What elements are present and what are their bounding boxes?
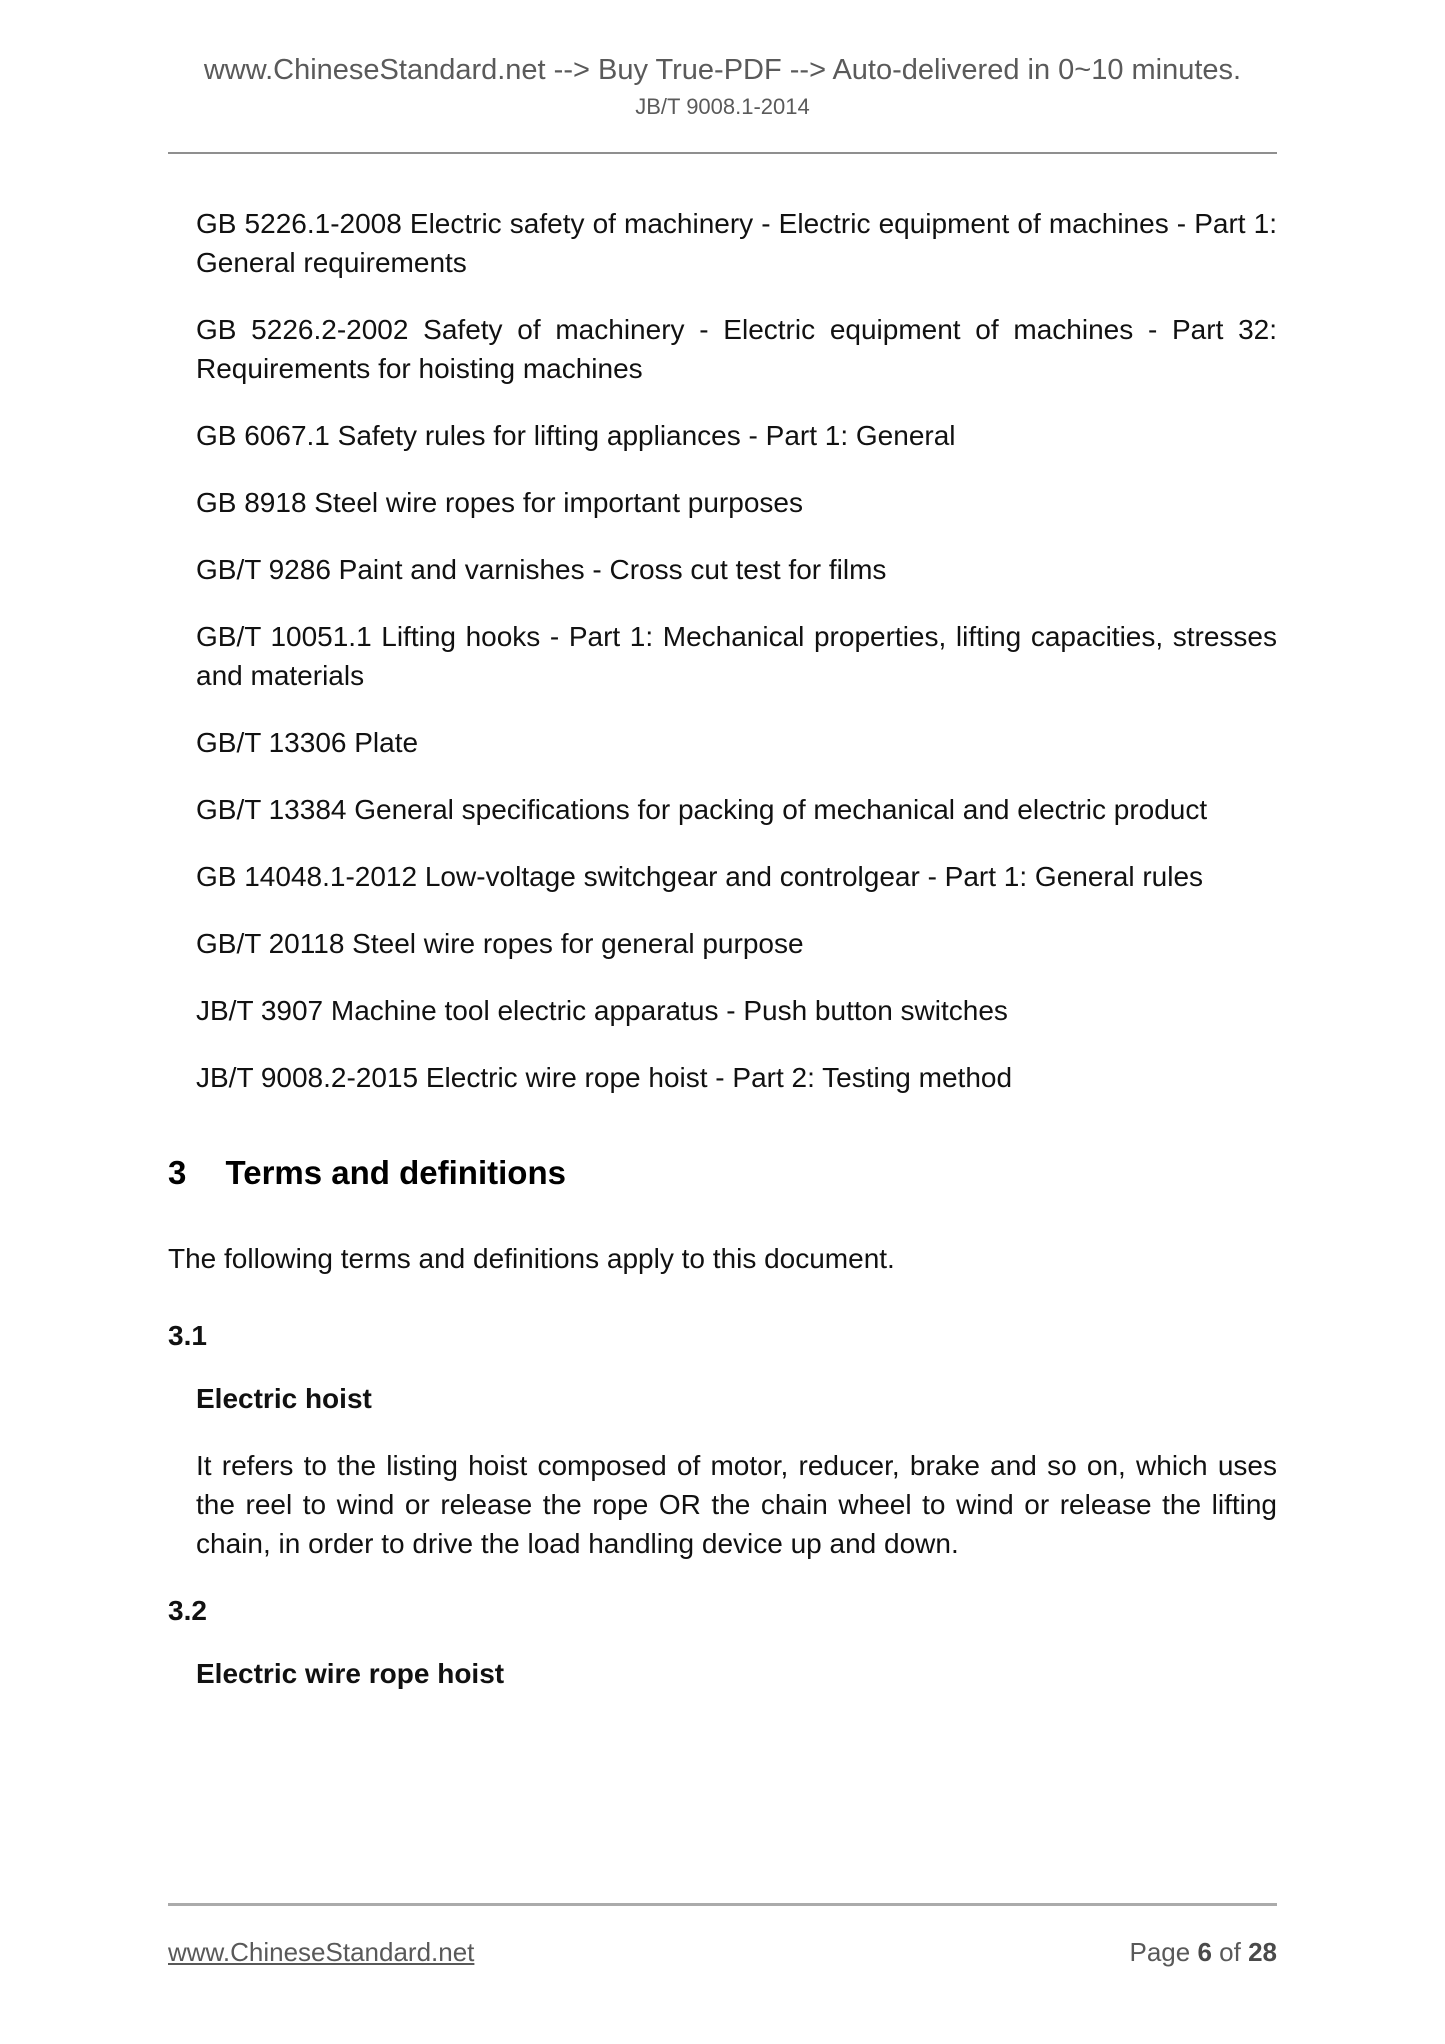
reference-item: GB/T 10051.1 Lifting hooks - Part 1: Mechanical properties, lifting capacities, stresses and materials [196,621,1277,691]
section-heading [168,1151,1277,1195]
reference-item: GB 14048.1-2012 Low-voltage switchgear and controlgear - Part 1: General rules [196,861,1204,892]
page-footer [168,1903,1277,1968]
reference-item: GB/T 13384 General specifications for packing of mechanical and electric product [196,794,1208,825]
page-indicator [1129,1936,1277,1968]
term-name: Electric wire rope hoist [196,1658,505,1689]
reference-item: GB 8918 Steel wire ropes for important purposes [196,487,803,518]
page-label: Page [1129,1937,1191,1967]
section-number: 3 [168,1154,187,1191]
term-number: 3.2 [168,1595,207,1626]
page-body [168,204,1277,1693]
reference-item: GB/T 13306 Plate [196,727,419,758]
reference-item: GB 5226.1-2008 Electric safety of machinery - Electric equipment of machines - Part 1: General requirements [196,208,1277,278]
page-number: 6 [1197,1937,1212,1967]
reference-item: GB/T 9286 Paint and varnishes - Cross cut test for films [196,554,887,585]
header-divider [168,152,1277,154]
reference-item: GB 6067.1 Safety rules for lifting appliances - Part 1: General [196,420,956,451]
page-header [0,0,1445,154]
header-promo-line: www.ChineseStandard.net --> Buy True-PDF --> Auto-delivered in 0~10 minutes. [203,54,1242,86]
of-label: of [1219,1937,1241,1967]
reference-item: JB/T 3907 Machine tool electric apparatus - Push button switches [196,995,1008,1026]
term-number: 3.1 [168,1320,207,1351]
header-standard-number: JB/T 9008.1-2014 [635,94,810,119]
reference-item: JB/T 9008.2-2015 Electric wire rope hoist - Part 2: Testing method [196,1062,1013,1093]
footer-site-link[interactable]: www.ChineseStandard.net [168,1937,475,1967]
term-name: Electric hoist [196,1383,372,1414]
reference-item: GB 5226.2-2002 Safety of machinery - Electric equipment of machines - Part 32: Requirements for hoisting machines [196,314,1277,384]
term-definition: It refers to the listing hoist composed of motor, reducer, brake and so on, which uses the reel to wind or release the rope OR the chain wheel to wind or release the lifting chain, in order to drive the load handling device up and down. [196,1450,1277,1559]
reference-item: GB/T 20118 Steel wire ropes for general purpose [196,928,804,959]
section-intro: The following terms and definitions apply to this document. [168,1243,895,1274]
section-title: Terms and definitions [225,1154,566,1191]
page-total: 28 [1248,1937,1277,1967]
